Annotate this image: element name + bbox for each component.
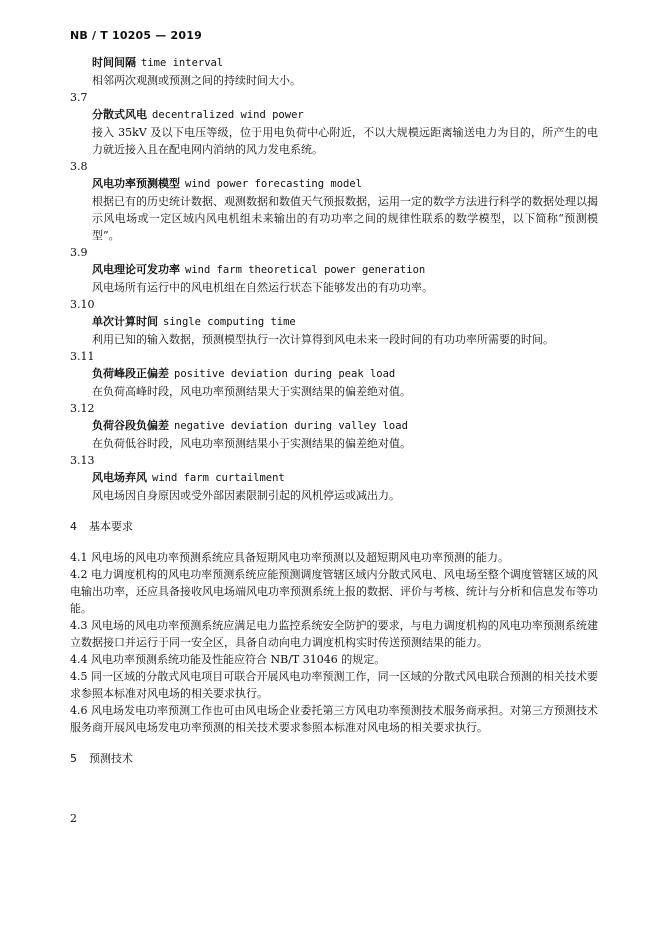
- document-header: NB / T 10205 — 2019: [70, 29, 202, 42]
- section-heading: [70, 750, 598, 767]
- term-title: [92, 175, 598, 193]
- term-description: 在负荷低谷时段，风电功率预测结果小于实测结果的偏差绝对值。: [92, 437, 411, 450]
- term-description: 利用已知的输入数据，预测模型执行一次计算得到风电未来一段时间的有功功率所需要的时间。: [92, 333, 554, 346]
- term-title: [92, 417, 598, 435]
- section-title: 基本要求: [89, 520, 133, 533]
- term-title-en: wind farm theoretical power generation: [185, 264, 426, 276]
- term-title-en: positive deviation during peak load: [174, 368, 396, 380]
- term-entry: [70, 158, 598, 244]
- term-number: 3.13: [70, 454, 95, 467]
- term-title-cn: 负荷谷段负偏差: [92, 419, 169, 432]
- term-entry: [70, 89, 598, 158]
- term-description: 在负荷高峰时段，风电功率预测结果大于实测结果的偏差绝对值。: [92, 385, 411, 398]
- clause: 4.3 风电场的风电功率预测系统应满足电力监控系统安全防护的要求，与电力调度机构的风电功率预测系统建立数据接口并运行于同一安全区，具备自动向电力调度机构实时传送预测结果的能力。: [70, 619, 598, 649]
- term-number: 3.8: [70, 160, 88, 173]
- term-title: [92, 54, 598, 72]
- term-number: 3.12: [70, 402, 95, 415]
- term-title-en: wind power forecasting model: [185, 178, 363, 190]
- term-title-en: negative deviation during valley load: [174, 420, 408, 432]
- term-number: 3.7: [70, 91, 88, 104]
- term-number: 3.11: [70, 350, 95, 363]
- term-title-cn: 风电理论可发功率: [92, 263, 180, 276]
- section-heading: [70, 518, 598, 535]
- term-title: [92, 365, 598, 383]
- term-description: 根据已有的历史统计数据、观测数据和数值天气预报数据，运用一定的数学方法进行科学的数据处理以揭示风电场或一定区域内风电机组未来输出的有功功率之间的规律性联系的数学模型，以下简称“预测模型”。: [92, 195, 598, 242]
- term-entry: [70, 296, 598, 348]
- term-title-en: single computing time: [163, 316, 296, 328]
- term-title: [92, 106, 598, 124]
- term-title-en: decentralized wind power: [152, 109, 304, 121]
- term-title-en: time interval: [141, 57, 224, 69]
- clause: 4.1 风电场的风电功率预测系统应具备短期风电功率预测以及超短期风电功率预测的能力。: [70, 551, 509, 564]
- term-title-cn: 单次计算时间: [92, 315, 158, 328]
- term-title-cn: 风电功率预测模型: [92, 177, 180, 190]
- term-title-cn: 负荷峰段正偏差: [92, 367, 169, 380]
- section-number: 5: [70, 752, 77, 765]
- term-title-en: wind farm curtailment: [152, 472, 285, 484]
- term-description: 风电场因自身原因或受外部因素限制引起的风机停运或减出力。: [92, 489, 400, 502]
- term-description: 相邻两次观测或预测之间的持续时间大小。: [92, 74, 301, 87]
- term-title: [92, 313, 598, 331]
- section-number: 4: [70, 520, 77, 533]
- term-title-cn: 时间间隔: [92, 56, 136, 69]
- term-entry: [70, 452, 598, 504]
- term-entry: [70, 400, 598, 452]
- page-content: [70, 54, 598, 781]
- section-title: 预测技术: [89, 752, 133, 765]
- clause: 4.6 风电场发电功率预测工作也可由风电场企业委托第三方风电功率预测技术服务商承担。对第三方预测技术服务商开展风电场发电功率预测的相关技术要求参照本标准对风电场的相关要求执行。: [70, 704, 598, 734]
- clause: 4.2 电力调度机构的风电功率预测系统应能预测调度管辖区域内分散式风电、风电场至整个调度管辖区域的风电输出功率，还应具备接收风电场端风电功率预测系统上报的数据、评价与考核、统计与分析和信息发布等功能。: [70, 568, 598, 615]
- term-entry: [70, 244, 598, 296]
- term-number: 3.10: [70, 298, 95, 311]
- term-description: 风电场所有运行中的风电机组在自然运行状态下能够发出的有功功率。: [92, 281, 433, 294]
- term-title-cn: 风电场弃风: [92, 471, 147, 484]
- term-title: [92, 469, 598, 487]
- term-title-cn: 分散式风电: [92, 108, 147, 121]
- clause: 4.5 同一区域的分散式风电项目可联合开展风电功率预测工作，同一区域的分散式风电联合预测的相关技术要求参照本标准对风电场的相关要求执行。: [70, 670, 598, 700]
- term-number: 3.9: [70, 246, 88, 259]
- page-number: 2: [70, 812, 77, 825]
- term-description: 接入 35kV 及以下电压等级，位于用电负荷中心附近，不以大规模远距离输送电力为目的，所产生的电力就近接入且在配电网内消纳的风力发电系统。: [92, 126, 598, 156]
- term-entry: [70, 54, 598, 89]
- term-title: [92, 261, 598, 279]
- term-entry: [70, 348, 598, 400]
- clause: 4.4 风电功率预测系统功能及性能应符合 NB/T 31046 的规定。: [70, 653, 386, 666]
